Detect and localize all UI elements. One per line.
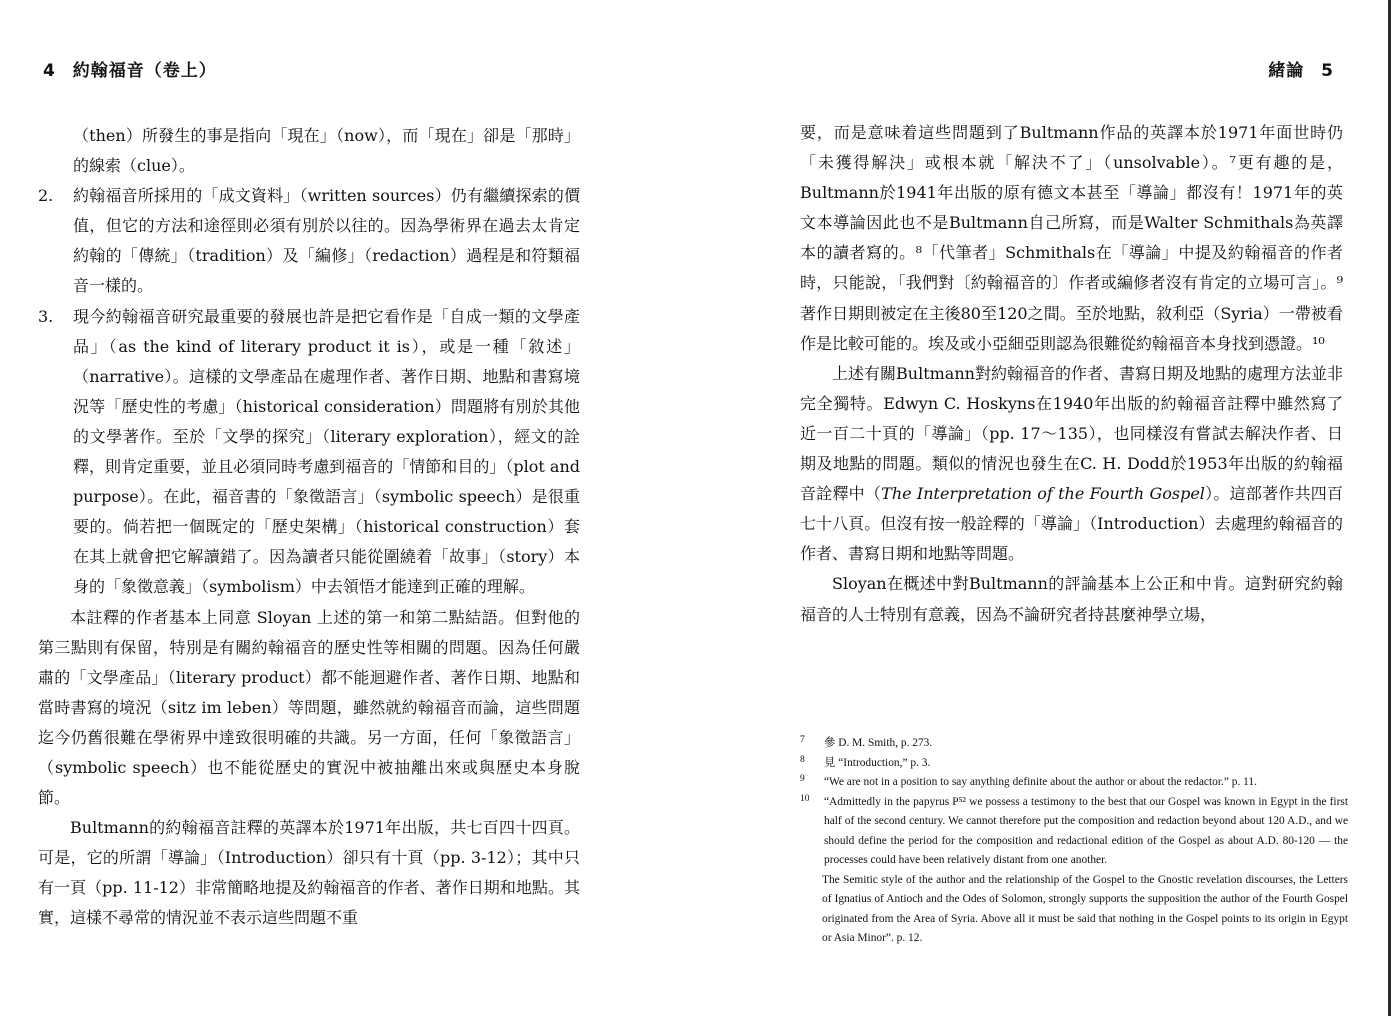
paragraph-text: 上述有關Bultmann對約翰福音的作者、書寫日期及地點的處理方法並非完全獨特。Edwyn C. Hoskyns在1940年出版的約翰福音註釋中雖然寫了近一百二十頁的「導論」（pp. 17～135），也同樣沒有嘗試去解決作者、日期及地點的問題。類似的情況也發生在C. H. Dodd於1953年出版的約翰福音詮釋中（ <box>800 363 1343 504</box>
footnote-text: “We are not in a position to say anything definite about the author or about the redactor.” p. 11. <box>824 776 1257 788</box>
paragraph: Bultmann的約翰福音註釋的英譯本於1971年出版，共七百四十四頁。可是，它的所謂「導論」（Introduction）卻只有十頁（pp. 3-12）；其中只有一頁（pp. 11-12）非常簡略地提及約翰福音的作者、著作日期和地點。其實，這樣不尋常的情況並不表示這些問題不重 <box>38 818 580 928</box>
paragraph <box>800 359 1343 570</box>
footnote <box>800 734 1348 754</box>
footnote-text: 參 D. M. Smith, p. 273. <box>824 737 933 749</box>
left-body-text <box>38 121 580 934</box>
paragraph-text: ）。這部著作共四百七十八頁。但沒有按一般詮釋的「導論」（Introduction）去處理約翰福音的作者、書寫日期和地點等問題。 <box>800 484 1343 564</box>
right-page <box>700 0 1400 1016</box>
continued-paragraph: 要，而是意味着這些問題到了Bultmann作品的英譯本於1971年面世時仍「未獲得解決」或根本就「解決不了」（unsolvable）。⁷更有趣的是，Bultmann於1941年出版的原有德文本甚至「導論」都沒有！1971年的英文本導論因此也不是Bultmann自己所寫，而是Walter Schmithals為英譯本的讀者寫的。⁸「代筆者」Schmithals在「導論」中提及約翰福音的作者時，只能說，「我們對〔約翰福音的〕作者或編修者沒有肯定的立場可言」。⁹著作日期則被定在主後80至120之間。至於地點，敘利亞（Syria）一帶被看作是比較可能的。埃及或小亞細亞則認為很難從約翰福音本身找到憑證。¹⁰ <box>800 123 1343 353</box>
footnote <box>800 754 1348 774</box>
footnote <box>800 793 1348 871</box>
paragraph: 本註釋的作者基本上同意 Sloyan 上述的第一和第二點結語。但對他的第三點則有保留，特別是有關約翰福音的歷史性等相關的問題。因為任何嚴肅的「文學產品」（literary product）都不能迴避作者、著作日期、地點和當時書寫的境況（sitz im leben）等問題，雖然就約翰福音而論，這些問題迄今仍舊很難在學術界中達致很明確的共識。另一方面，任何「象徵語言」（symbolic speech）也不能從歷史的實況中被抽離出來或與歷史本身脫節。 <box>38 607 580 808</box>
footnote-text: 見 “Introduction,” p. 3. <box>824 756 931 769</box>
page-edge-shadow <box>1388 0 1391 1016</box>
footnote-number: 9 <box>800 774 805 784</box>
right-running-title: 緒論 <box>1268 61 1305 81</box>
footnote-number: 10 <box>800 793 810 804</box>
list-text: 約翰福音所採用的「成文資料」（written sources）仍有繼續探索的價值，但它的方法和途徑則必須有別於以往的。因為學術界在過去太肯定約翰的「傳統」（tradition）及「編修」（redaction）過程是和符類福音一樣的。 <box>73 186 580 296</box>
book-title: The Interpretation of the Fourth Gospel <box>881 484 1205 504</box>
right-page-number: 5 <box>1321 61 1334 81</box>
footnote-number: 7 <box>800 735 805 745</box>
list-number: 2. <box>38 186 54 206</box>
right-body-text <box>800 118 1343 630</box>
list-text: 現今約翰福音研究最重要的發展也許是把它看作是「自成一類的文學產品」（as the kind of literary product it is），或是一種「敘述」（narrative）。這樣的文學產品在處理作者、著作日期、地點和書寫境況等「歷史性的考慮」（historical consideration）問題將有別於其他的文學著作。至於「文學的探究」（literary exploration），經文的詮釋，則肯定重要，並且必須同時考慮到福音的「情節和目的」（plot and purpose）。在此，福音書的「象徵語言」（symbolic speech）是很重要的。倘若把一個既定的「歷史架構」（historical construction）套在其上就會把它解讀錯了。因為讀者只能從圍繞着「故事」（story）本身的「象徵意義」（symbolism）中去領悟才能達到正確的理解。 <box>73 306 580 597</box>
footnote-text: “Admittedly in the papyrus P⁵² we possess a testimony to the best that our Gospel was known in Egypt in the first half of the second century. We cannot therefore put the composition and redaction beyond about 120 A.D., and we should define the period for the composition and redactional edition of the Gospel as about A.D. 80-120 — the processes could have been relatively distant from one another. <box>824 795 1348 866</box>
footnote <box>800 773 1348 793</box>
left-running-title: 約翰福音（卷上） <box>72 61 217 81</box>
continued-paragraph: （then）所發生的事是指向「現在」（now），而「現在」卻是「那時」的線索（clue）。 <box>73 126 580 176</box>
list-item <box>38 181 580 301</box>
footnotes <box>800 734 1348 949</box>
right-page-header <box>1268 56 1344 81</box>
left-page-header <box>33 56 217 81</box>
list-item <box>38 302 580 603</box>
list-number: 3. <box>38 306 54 326</box>
footnote-continuation: The Semitic style of the author and the relationship of the Gospel to the Gnostic revelation discourses, the Letters of Ignatius of Antioch and the Odes of Solomon, strongly supports the supposition the author of the Fourth Gospel originated from the Area of Syria. Above all it must be said that nothing in the Gospel points to its origin in Egypt or Asia Minor”. p. 12. <box>822 873 1348 944</box>
paragraph: Sloyan在概述中對Bultmann的評論基本上公正和中肯。這對研究約翰福音的人士特別有意義，因為不論研究者持甚麼神學立場， <box>800 574 1343 624</box>
left-page-number: 4 <box>43 61 56 81</box>
footnote-number: 8 <box>800 754 805 765</box>
